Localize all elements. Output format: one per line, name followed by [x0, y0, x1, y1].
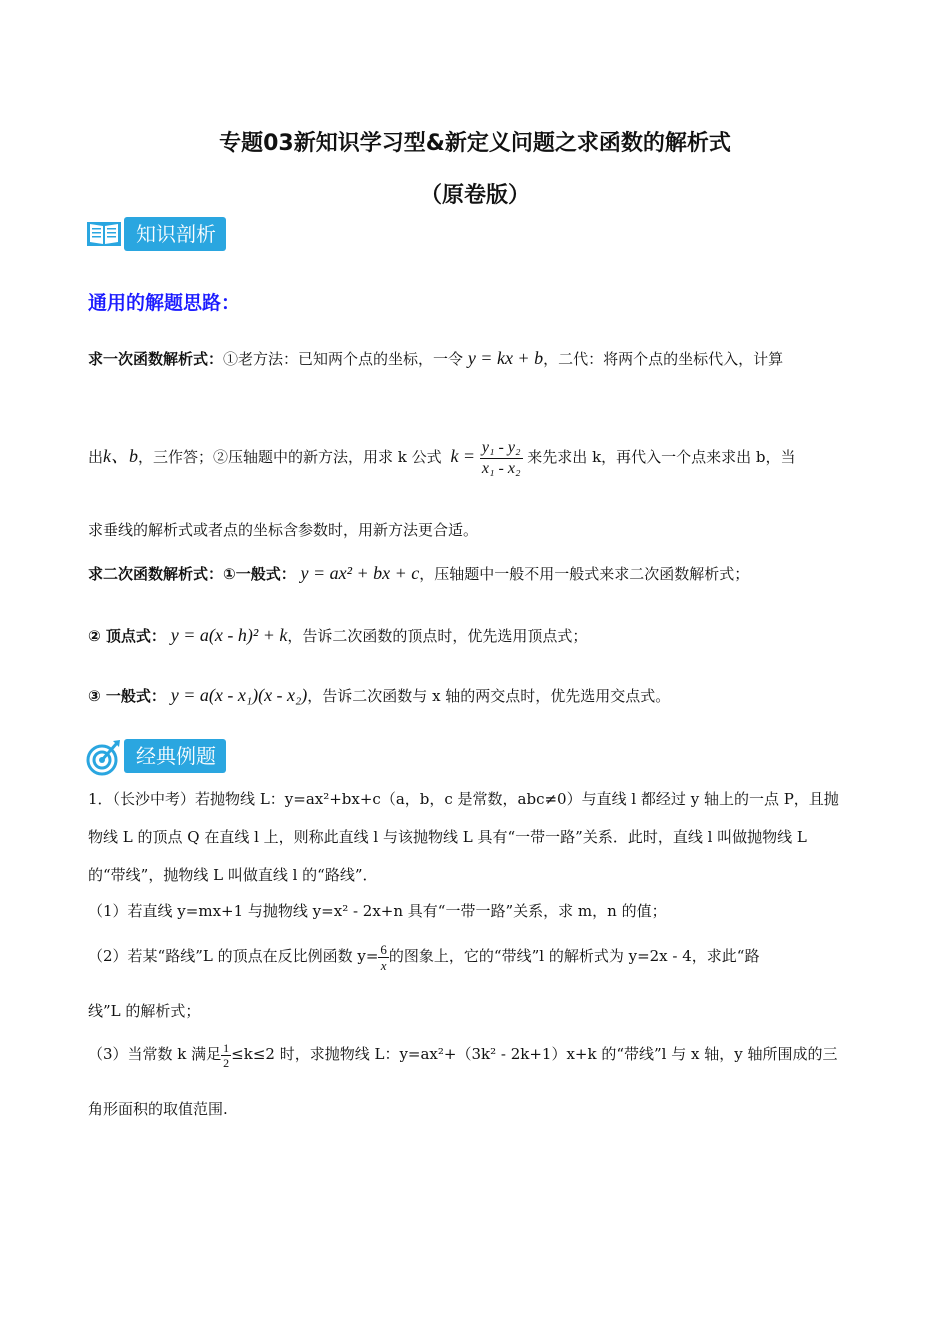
vertex-label: ② 顶点式：: [88, 627, 166, 645]
intercept-label: ③ 一般式：: [88, 687, 166, 705]
linear-text-f: 求垂线的解析式或者点的坐标含参数时，用新方法更合适。: [88, 521, 479, 539]
question-3-line1: [88, 1034, 838, 1074]
page-title: 专题03新知识学习型&新定义问题之求函数的解析式: [219, 131, 731, 156]
linear-label: 求一次函数解析式：: [88, 350, 224, 368]
question-2-text-b: 的图象上，它的“带线”l 的解析式为 y=2x - 4，求此“路: [388, 947, 760, 965]
q3-fraction-denominator: 2: [223, 1055, 230, 1070]
quad-label: 求二次函数解析式：①一般式：: [88, 565, 296, 583]
q2-fraction-denominator: x: [380, 957, 387, 973]
linear-kb: k、b: [103, 446, 139, 466]
quad-formula-general: y = ax² + bx + c: [300, 563, 420, 583]
linear-text-a: ①老方法：已知两个点的坐标，一令: [223, 350, 464, 368]
linear-paragraph-line1: [88, 347, 783, 370]
linear-text-b: ，二代：将两个点的坐标代入，计算: [543, 350, 784, 368]
question-1: （1）若直线 y=mx+1 与抛物线 y=x² - 2x+n 具有“一带一路”关系，求 m，n 的值；: [88, 902, 667, 920]
vertex-text: ，告诉二次函数的顶点时，优先选用顶点式；: [287, 627, 588, 645]
section-badge-knowledge: 知识剖析: [124, 217, 226, 251]
question-2-text-a: （2）若某“路线”L 的顶点在反比例函数 y=: [88, 947, 379, 965]
k-formula-lhs: k =: [450, 446, 476, 466]
quad-formula-vertex: y = a(x - h)² + k: [170, 625, 288, 645]
k-fraction-numerator: y₁ - y₂: [480, 438, 523, 459]
question-3-line2: 角形面积的取值范围.: [88, 1100, 228, 1118]
example-line1: 1．（长沙中考）若抛物线 L：y=ax²+bx+c（a，b，c 是常数，abc≠0）与直线 l 都经过 y 轴上的一点 P，且抛: [88, 790, 839, 808]
quad-line3: [88, 684, 670, 707]
question-2-line1: [88, 936, 759, 976]
q2-fraction: [378, 942, 389, 973]
target-icon: [86, 738, 122, 776]
quad-line1: [88, 562, 749, 585]
quad-formula-intercept: y = a(x - x₁)(x - x₂): [170, 685, 308, 705]
book-icon: [86, 216, 122, 250]
linear-text-e: 来先求出 k，再代入一个点来求出 b，当: [527, 448, 796, 466]
linear-formula: y = kx + b: [467, 348, 544, 368]
question-3-text-b: ≤k≤2 时，求抛物线 L：y=ax²+（3k² - 2k+1）x+k 的“带线”l 与 x 轴，y 轴所围成的三: [231, 1045, 838, 1063]
question-3-text-a: （3）当常数 k 满足: [88, 1045, 222, 1063]
linear-text-d: ，三作答；②压轴题中的新方法，用求 k 公式: [138, 448, 442, 466]
linear-paragraph-line2: [88, 434, 796, 479]
page-subtitle: （原卷版）: [419, 183, 530, 208]
k-fraction-denominator: x₁ - x₂: [481, 459, 521, 477]
q3-fraction-numerator: 1: [223, 1040, 230, 1055]
section-badge-examples: 经典例题: [124, 739, 226, 773]
example-line3: 的“带线”，抛物线 L 叫做直线 l 的“路线”．: [88, 866, 378, 884]
general-heading: 通用的解题思路：: [88, 292, 241, 314]
intercept-text: ，告诉二次函数与 x 轴的两交点时，优先选用交点式。: [307, 687, 671, 705]
q2-fraction-numerator: 6: [380, 941, 387, 957]
question-2-line2: 线”L 的解析式；: [88, 1002, 201, 1020]
quad-text1: ，压轴题中一般不用一般式来求二次函数解析式；: [419, 565, 750, 583]
linear-text-c: 出: [88, 448, 104, 466]
quad-line2: [88, 624, 587, 647]
k-fraction: [480, 438, 523, 479]
example-line2: 物线 L 的顶点 Q 在直线 l 上，则称此直线 l 与该抛物线 L 具有“一带一路”关系．此时，直线 l 叫做抛物线 L: [88, 828, 807, 846]
q3-fraction: [221, 1041, 231, 1070]
